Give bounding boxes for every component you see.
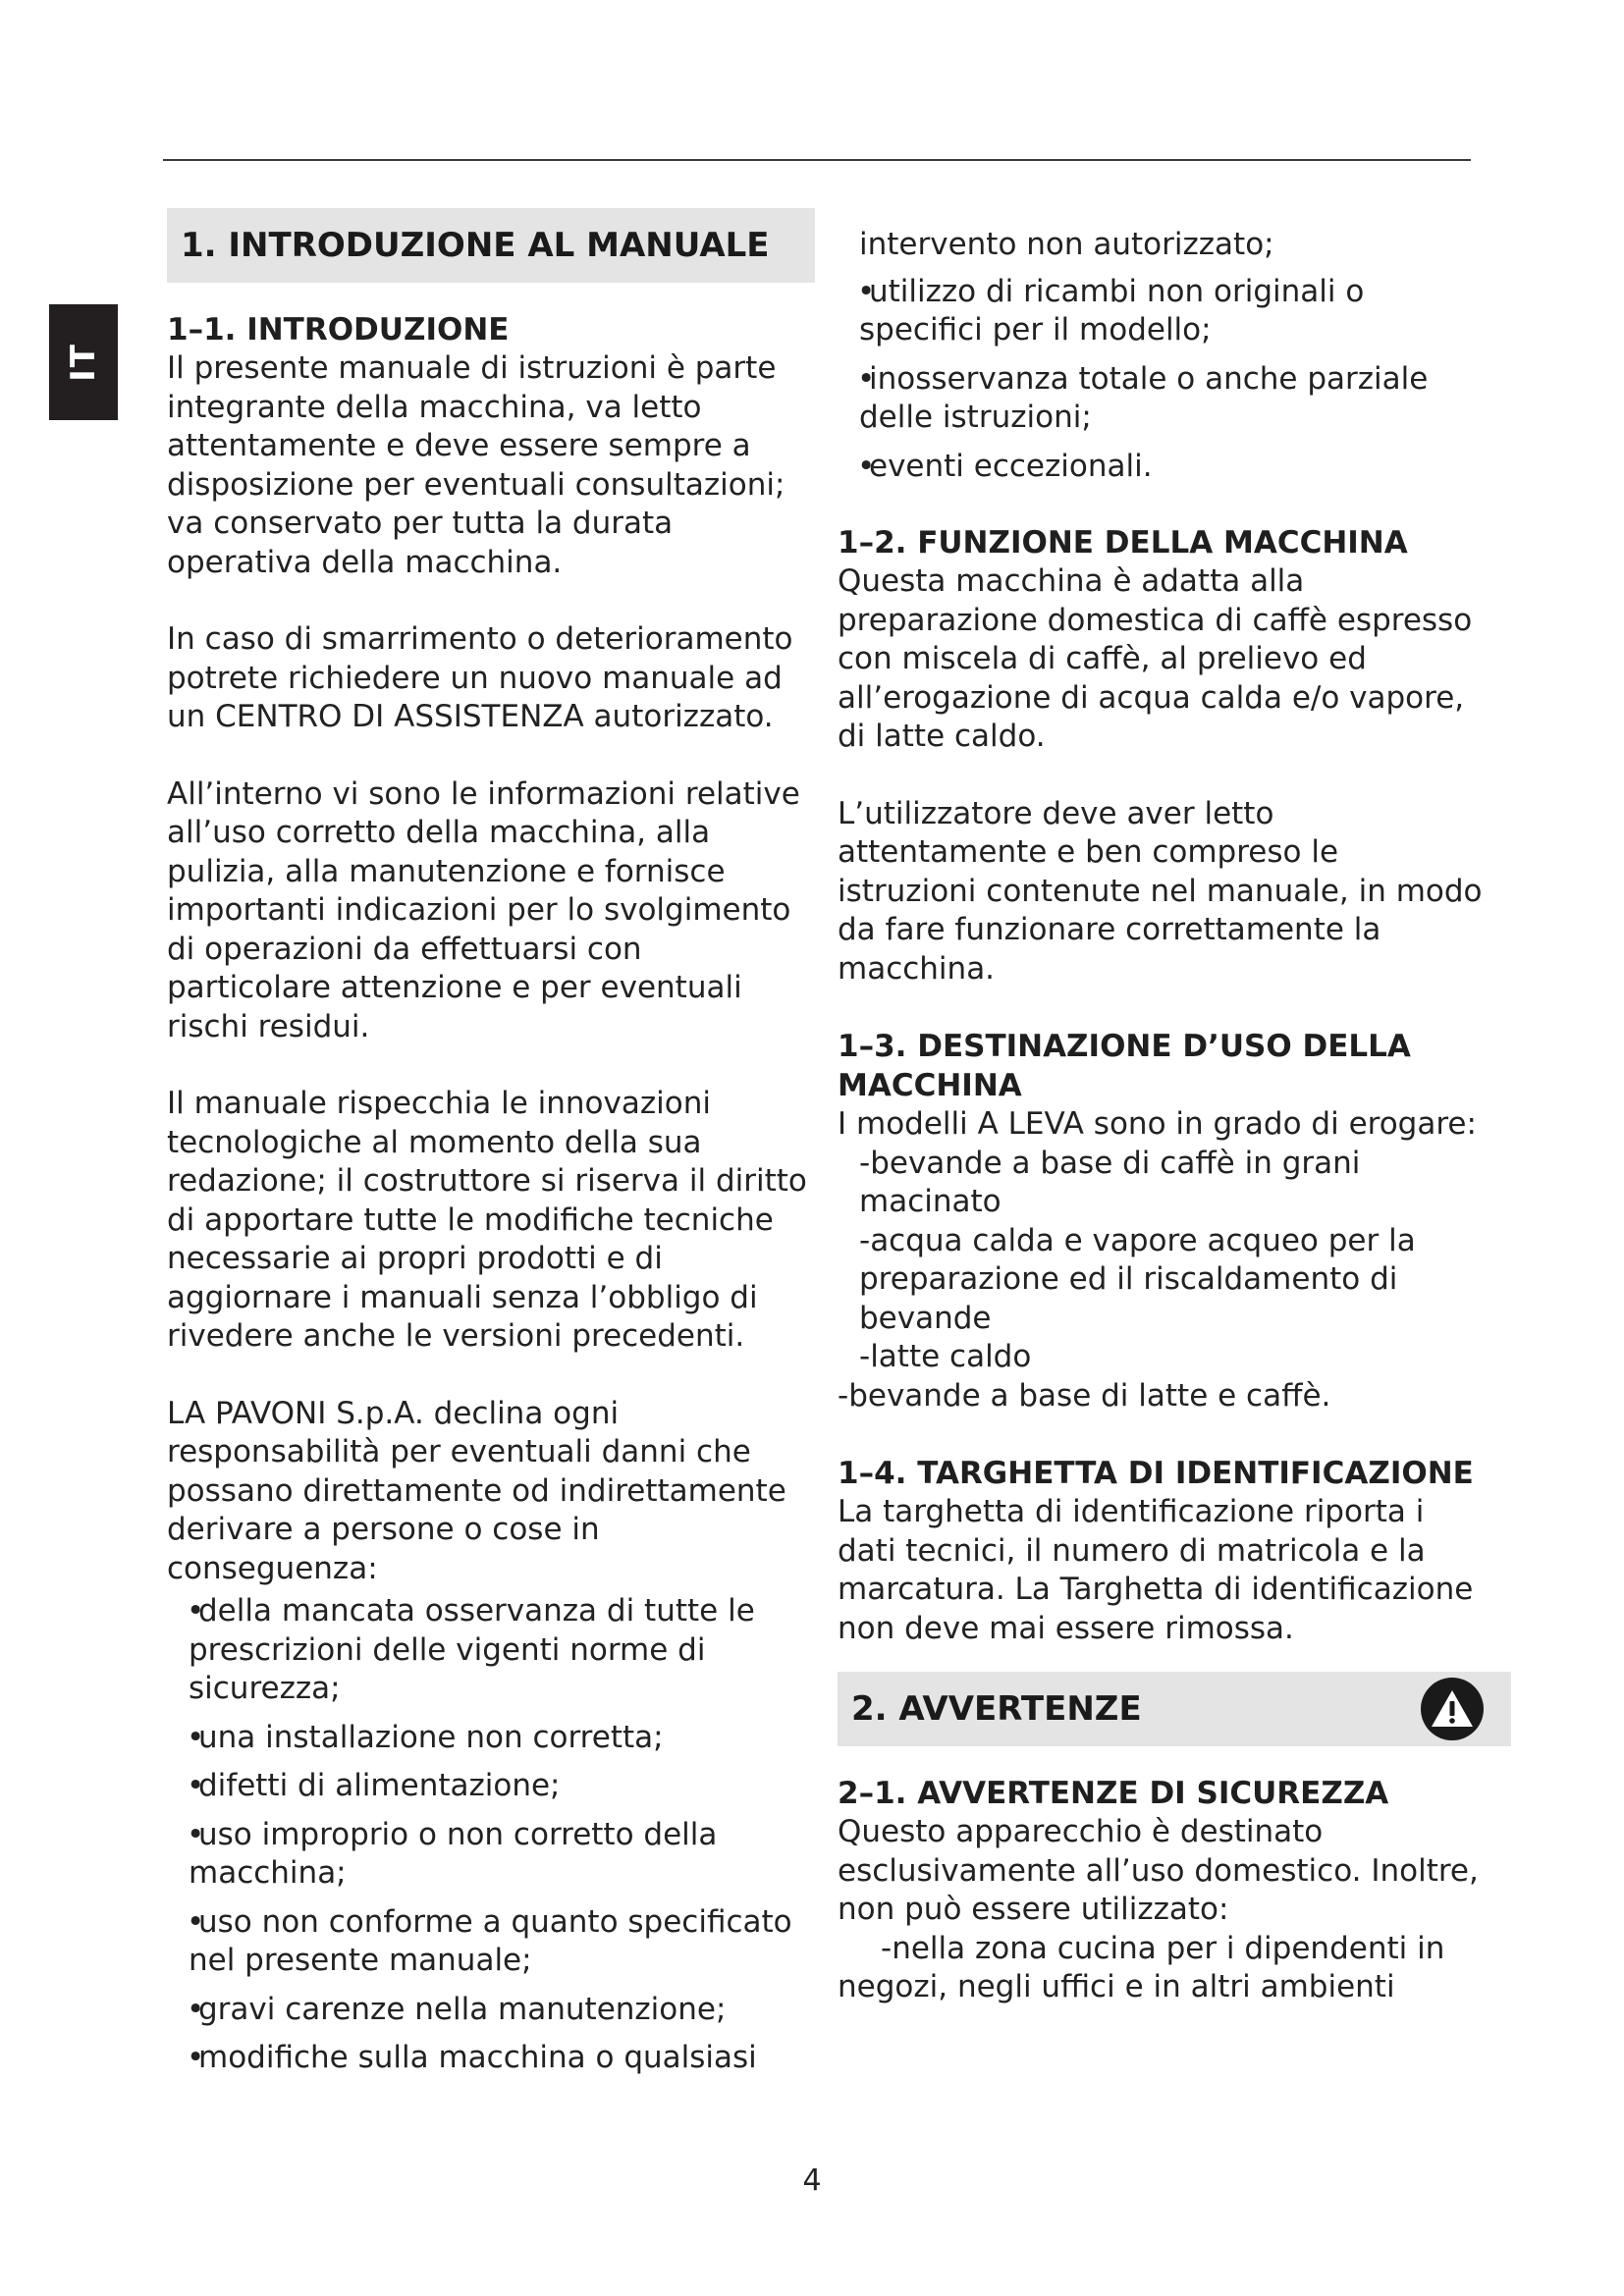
- list-item: • difetti di alimentazione;: [167, 1767, 815, 1806]
- list-item: - bevande a base di latte e caffè.: [838, 1377, 1486, 1416]
- list-item: • una installazione non corretta;: [167, 1719, 815, 1758]
- list-item: • uso non conforme a quanto specificato nel presente manuale;: [167, 1903, 815, 1981]
- paragraph-destinazione: I modelli A LEVA sono in grado di erogare:: [838, 1106, 1477, 1142]
- list-item: - acqua calda e vapore acqueo per la preparazione ed il riscaldamento di bevande: [838, 1222, 1486, 1339]
- list-item: - nella zona cucina per i dipendenti in negozi, negli uffici e in altri ambienti: [838, 1930, 1486, 2007]
- list-item: • inosservanza totale o anche parziale delle istruzioni;: [838, 360, 1486, 438]
- usage-list: [838, 1145, 1486, 1416]
- subsection-title-destinazione: 1–3. DESTINAZIONE D’USO DELLA MACCHINA: [838, 1029, 1411, 1103]
- left-column: [167, 208, 815, 2088]
- paragraph-sicurezza: Questo apparecchio è destinato esclusivamente all’uso domestico. Inoltre, non può essere utilizzato:: [838, 1814, 1479, 1927]
- right-column: [838, 226, 1486, 2007]
- paragraph-intro-4: Il manuale rispecchia le innovazioni tecnologiche al momento della sua redazione; il costruttore si riserva il diritto di apportare tutte le modifiche tecniche necessarie ai propri prodotti e di aggiornare i manuali senza l’obbligo di rivedere anche le versioni precedenti.: [167, 1086, 807, 1354]
- paragraph-funzione-1: Questa macchina è adatta alla preparazione domestica di caffè espresso con miscela di caffè, al prelievo ed all’erogazione di acqua calda e/o vapore, di latte caldo.: [838, 563, 1473, 754]
- subsection-title-funzione: 1–2. FUNZIONE DELLA MACCHINA: [838, 525, 1408, 561]
- paragraph-intro-2: In caso di smarrimento o deterioramento potrete richiedere un nuovo manuale ad un CENTRO DI ASSISTENZA autorizzato.: [167, 621, 793, 734]
- continued-text: intervento non autorizzato;: [859, 227, 1274, 262]
- list-item: • gravi carenze nella manutenzione;: [167, 1991, 815, 2030]
- paragraph-intro-1: Il presente manuale di istruzioni è parte integrante della macchina, va letto attentamente e deve essere sempre a disposizione per eventuali consultazioni; va conservato per tutta la durata operativa della macchina.: [167, 350, 785, 580]
- safety-list: [838, 1930, 1486, 2007]
- section-title: 1. INTRODUZIONE AL MANUALE: [181, 226, 770, 265]
- language-tab-label: IT: [64, 343, 103, 382]
- list-item: • uso improprio o non corretto della macchina;: [167, 1816, 815, 1894]
- list-item: - bevande a base di caffè in grani macinato: [838, 1145, 1486, 1222]
- language-tab: [49, 304, 118, 420]
- subsection-title-introduzione: 1–1. INTRODUZIONE: [167, 312, 510, 347]
- subsection-title-sicurezza: 2–1. AVVERTENZE DI SICUREZZA: [838, 1776, 1389, 1811]
- liability-list-continued: [838, 273, 1486, 487]
- list-item: • utilizzo di ricambi non originali o specifici per il modello;: [838, 273, 1486, 350]
- section-header-avvertenze: [838, 1672, 1511, 1746]
- subsection-title-targhetta: 1–4. TARGHETTA DI IDENTIFICAZIONE: [838, 1456, 1474, 1491]
- top-rule: [163, 159, 1471, 161]
- list-item: • modifiche sulla macchina o qualsiasi: [167, 2039, 815, 2078]
- paragraph-disclaimer: LA PAVONI S.p.A. declina ogni responsabilità per eventuali danni che possano direttamente od indirettamente derivare a persone o cose in conseguenza:: [167, 1395, 786, 1586]
- section-header-introduzione: [167, 208, 815, 283]
- page-number: 4: [802, 2163, 822, 2198]
- paragraph-targhetta: La targhetta di identificazione riporta i dati tecnici, il numero di matricola e la marcatura. La Targhetta di identificazione non deve mai essere rimossa.: [838, 1494, 1474, 1646]
- list-item: • della mancata osservanza di tutte le prescrizioni delle vigenti norme di sicurezza;: [167, 1592, 815, 1709]
- liability-list: [167, 1592, 815, 2078]
- paragraph-funzione-2: L’utilizzatore deve aver letto attentamente e ben compreso le istruzioni contenute nel manuale, in modo da fare funzionare correttamente la macchina.: [838, 795, 1483, 987]
- list-item: • eventi eccezionali.: [838, 448, 1486, 487]
- warning-icon: [1421, 1678, 1484, 1740]
- section-title: 2. AVVERTENZE: [851, 1689, 1142, 1729]
- paragraph-intro-3: All’interno vi sono le informazioni relative all’uso corretto della macchina, alla pulizia, alla manutenzione e fornisce importanti indicazioni per lo svolgimento di operazioni da effettuarsi con particolare attenzione e per eventuali rischi residui.: [167, 775, 800, 1044]
- list-item: - latte caldo: [838, 1338, 1486, 1377]
